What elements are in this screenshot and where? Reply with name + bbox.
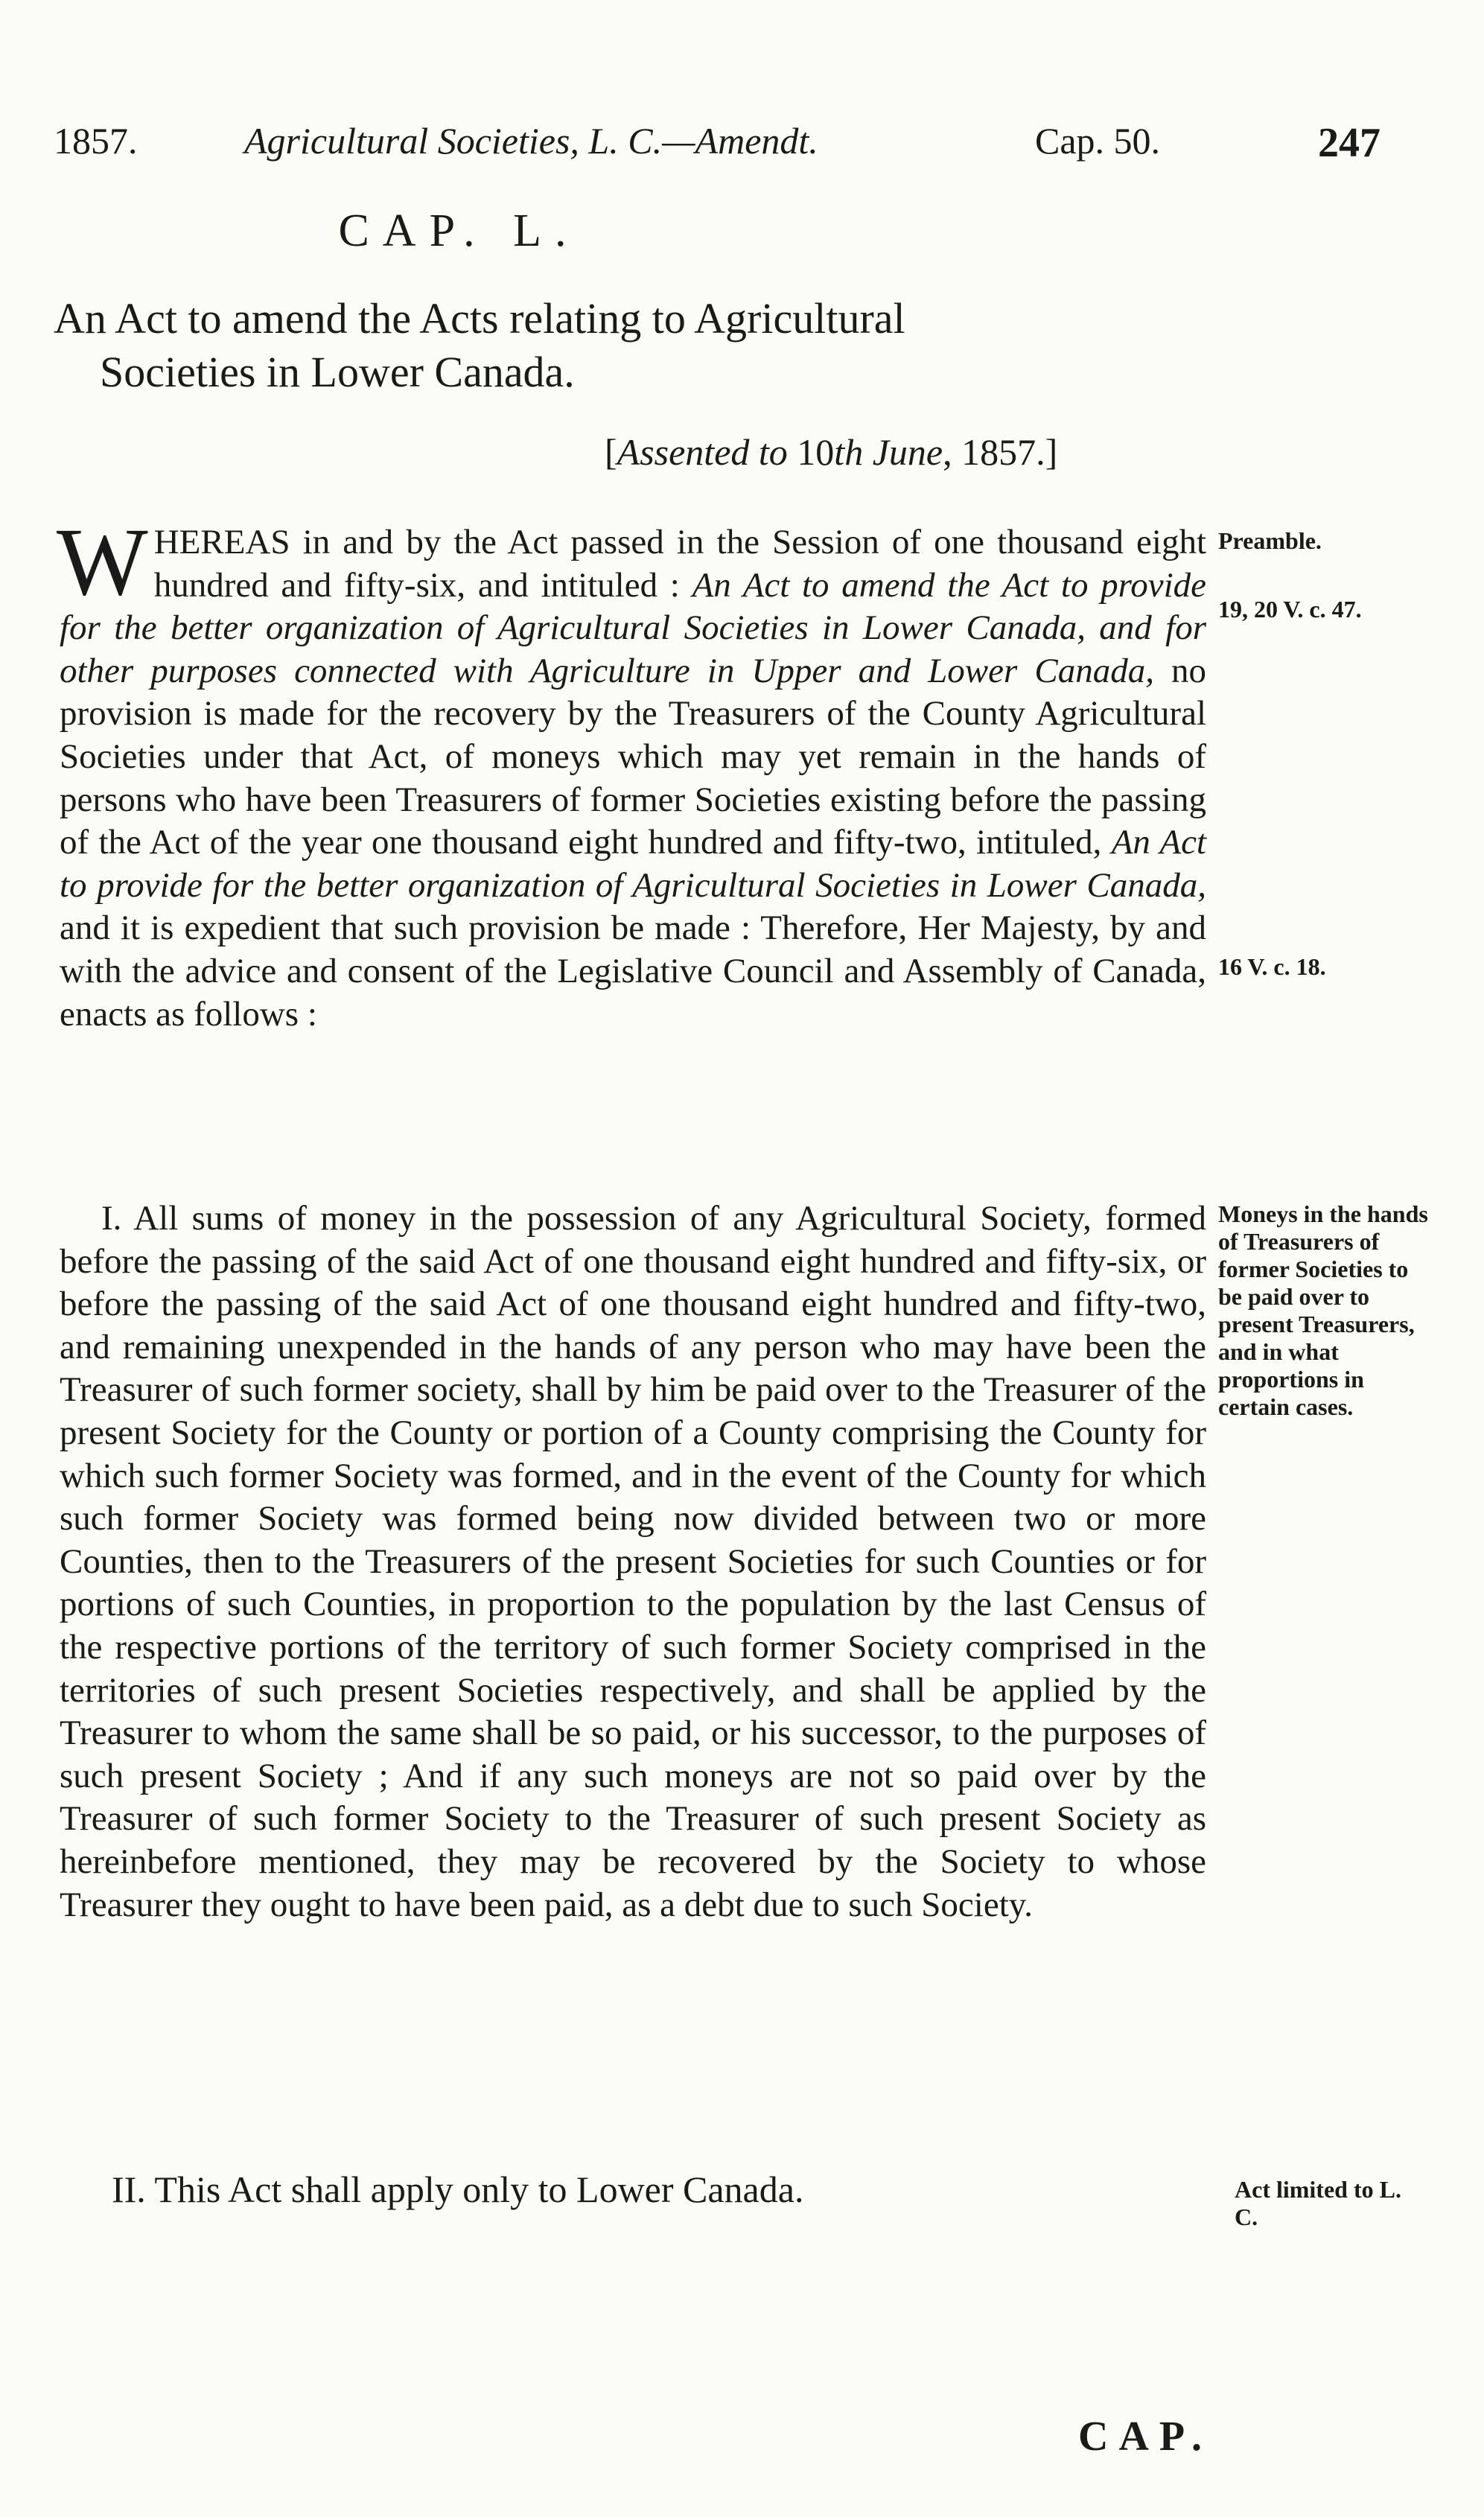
preamble-act-citation-2: An Act to provide for the better organization of Agricultural Societies in Lower Canada,	[60, 823, 1206, 905]
assent-month: June	[872, 431, 943, 473]
header-year: 1857.	[54, 120, 138, 162]
chapter-heading: CAP. L.	[338, 206, 580, 256]
assent-phrase: Assented to	[617, 431, 788, 473]
assent-day-suffix: th	[834, 431, 864, 473]
margin-note-act-limited: Act limited to L. C.	[1235, 2176, 1401, 2230]
running-header	[0, 119, 1484, 179]
section-2-paragraph: II. This Act shall apply only to Lower Canada.	[112, 2168, 804, 2210]
act-title-line-1: An Act to amend the Acts relating to Agricultural	[54, 294, 905, 343]
margin-note-statute-ref-2: 16 V. c. 18.	[1218, 953, 1326, 980]
assent-open: [	[605, 431, 617, 473]
assent-day: 10	[797, 431, 835, 473]
act-title	[54, 292, 1215, 399]
drop-cap: W	[57, 509, 148, 616]
page-number: 247	[1318, 120, 1380, 166]
preamble-text-1: HEREAS in and by the Act passed in the Session of one thousand eight hundred and fifty-six, and intituled :	[153, 523, 1206, 605]
act-title-line-2: Societies in Lower Canada.	[100, 348, 575, 396]
assent-year: , 1857.]	[943, 431, 1058, 473]
preamble-paragraph	[57, 509, 1207, 1036]
margin-note-preamble: Preamble.	[1218, 527, 1322, 554]
preamble-act-citation-1: An Act to amend the Act to provide for the better organization of Agricultural Societies in Lower Canada, and for other purposes connected with Agriculture in Upper and Lower Canada,	[60, 565, 1206, 690]
assent-date	[605, 430, 1057, 474]
section-1-paragraph: I. All sums of money in the possession of any Agricultural Society, formed before the passing of the said Act of one thousand eight hundred and fifty-six, or before the passing of the said Act of one thousand eight hundred and fifty-two, and remaining unexpended in the hands of any person who may have been the Treasurer of such former society, shall by him be paid over to the Treasurer of the present Society for the County or portion of a County comprising the County for which such former Society was formed, and in the event of the County for which such former Society was formed being now divided between two or more Counties, then to the Treasurers of the present Societies for such Counties or for portions of such Counties, in proportion to the population by the last Census of the respective portions of the territory of such former Society comprised in the territories of such present Societies respectively, and shall be applied by the Treasurer to whom the same shall be so paid, or his successor, to the purposes of such present Society ; And if any such moneys are not so paid over by the Treasurer of such former Society to the Treasurer of such present Society as hereinbefore mentioned, they may be recovered by the Society to whose Treasurer they ought to have been paid, as a debt due to such Society.	[60, 1199, 1206, 1924]
margin-note-statute-ref-1: 19, 20 V. c. 47.	[1218, 596, 1362, 623]
header-running-title: Agricultural Societies, L. C.—Amendt.	[244, 120, 818, 162]
margin-note-moneys: Moneys in the hands of Treasurers of former Societies to be paid over to present Treasurers, and in what proportions in certain cases.	[1218, 1200, 1428, 1420]
preamble-text-2: no provision is made for the recovery by the Treasurers of the County Agricultural Societies under that Act, of moneys which may yet remain in the hands of persons who have been Treasurers of former Societies existing before the passing of the Act of the year one thousand eight hundred and fifty-two, intituled,	[60, 651, 1207, 862]
header-chapter-ref: Cap. 50.	[1035, 120, 1161, 162]
preamble-text-3: and it is expedient that such provision be made : Therefore, Her Majesty, by and with the advice and consent of the Legislative Council and Assembly of Canada, enacts as follows :	[60, 909, 1206, 1034]
catchword: CAP.	[1078, 2413, 1212, 2460]
